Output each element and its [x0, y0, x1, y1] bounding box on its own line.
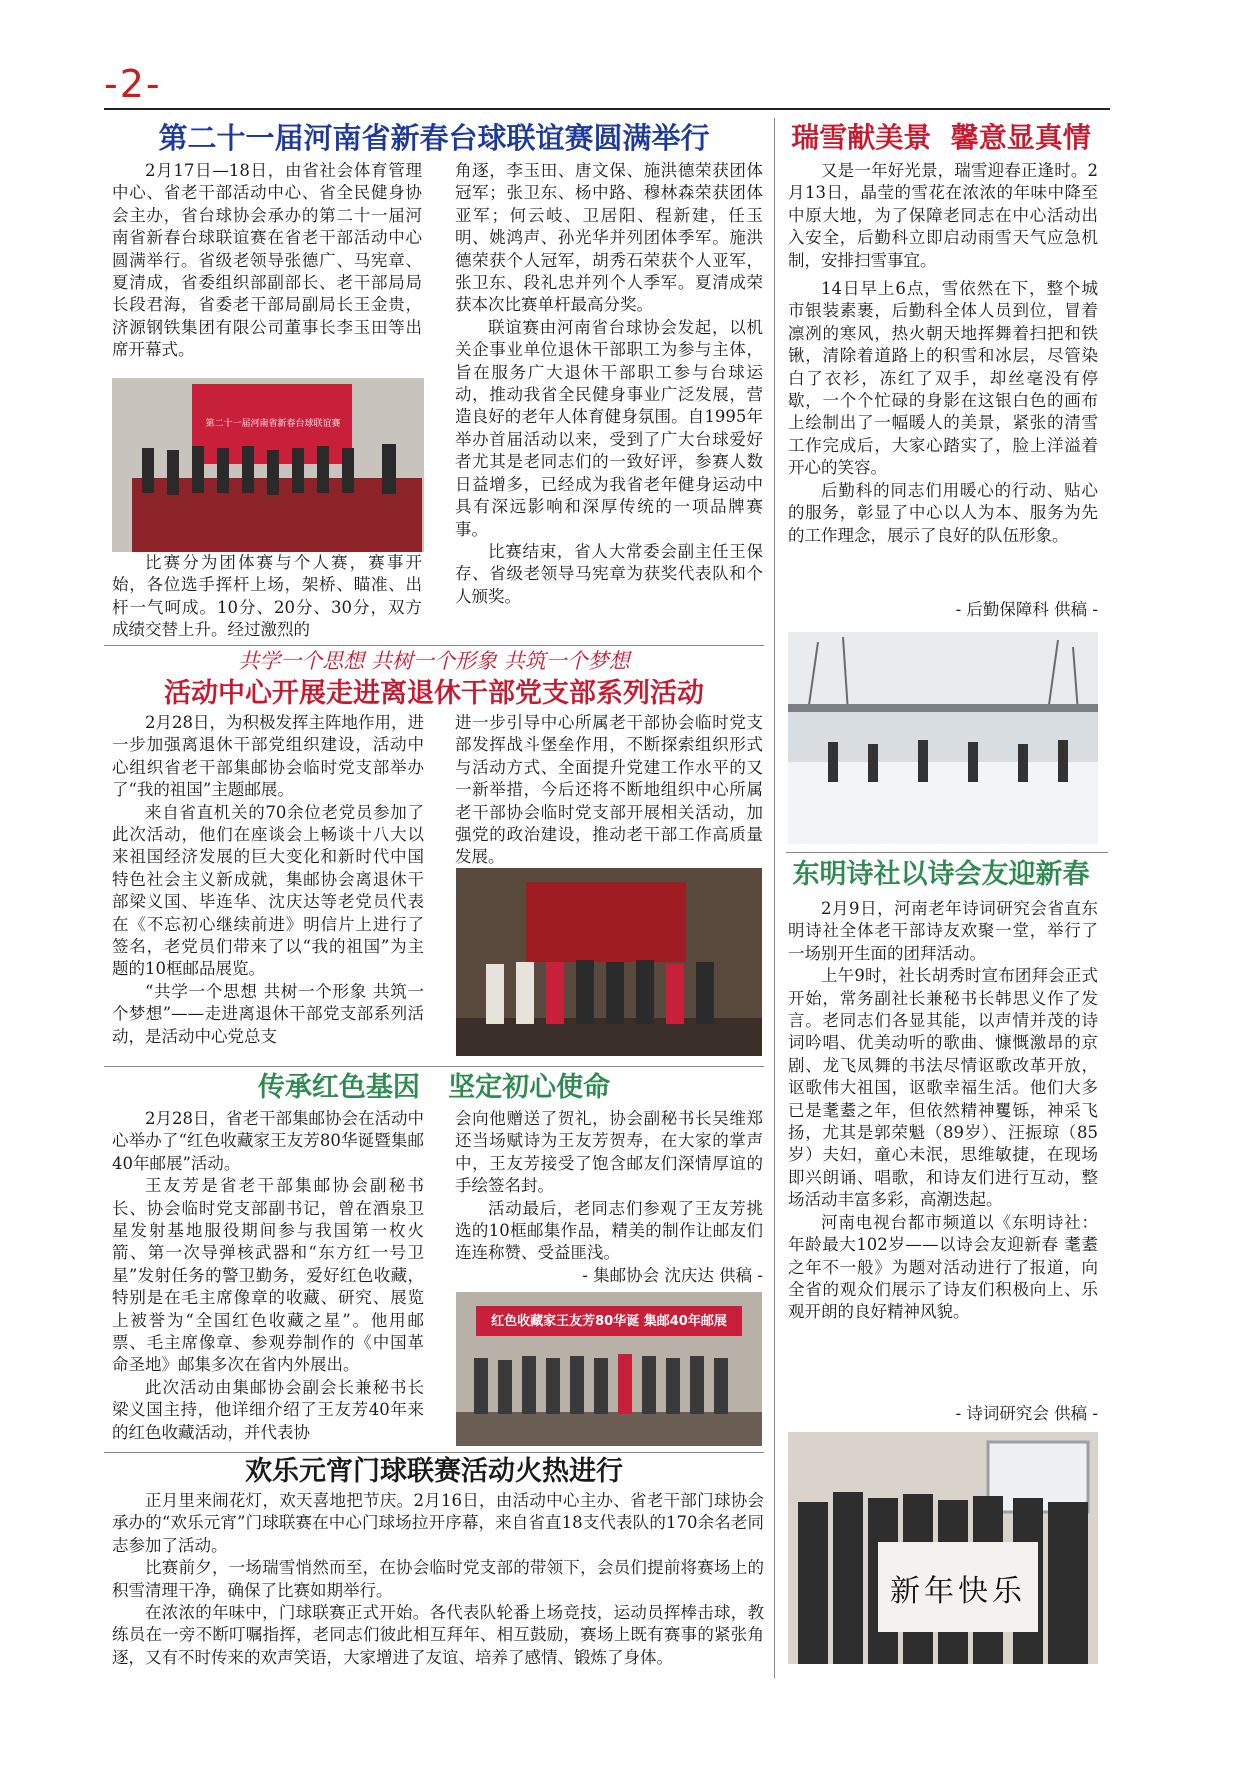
billiards-banner: 第二十一届河南省新春台球联谊赛 [205, 419, 341, 429]
billiards-col1 [112, 160, 422, 362]
divider [786, 852, 1108, 853]
paragraph: 角逐，李玉田、唐文保、施洪德荣获团体冠军；张卫东、杨中路、穆林森荣获团体亚军；何云岐、卫居阳、程新建，任玉明、姚鸿声、孙光华并列团体季军。施洪德荣获个人冠军，胡秀石荣获个人亚军，张卫东、段礼忠并列个人季军。夏清成荣获本次比赛单杆最高分奖。 [455, 161, 763, 315]
paragraph: 会向他赠送了贺礼，协会副秘书长吴维郑还当场赋诗为王友芳贺寿，在大家的掌声中，王友芳接受了饱含邮友们深情厚谊的手绘签名封。 [455, 1109, 763, 1196]
paragraph: 比赛前夕，一场瑞雪悄然而至，在协会临时党支部的带领下，会员们提前将赛场上的积雪清理干净，确保了比赛如期举行。 [112, 1558, 764, 1600]
divider [104, 1452, 764, 1453]
red-title: 传承红色基因 坚定初心使命 [257, 1072, 611, 1103]
billiards-col2 [455, 160, 763, 608]
paragraph: 活动最后，老同志们参观了王友芳挑选的10框邮集作品，精美的制作让邮友们连连称赞、受益匪浅。 [455, 1198, 763, 1263]
gateball-title: 欢乐元宵门球联赛活动火热进行 [245, 1456, 623, 1487]
poetry-body [788, 898, 1098, 1324]
paragraph: 正月里来闹花灯，欢天喜地把节庆。2月16日，由活动中心主办、省老干部门球协会承办的“欢乐元宵”门球联赛在中心门球场拉开序幕，来自省直18支代表队的170余名老同志参加了活动。 [112, 1491, 764, 1555]
paragraph: 王友芳是省老干部集邮协会副秘书长、协会临时党支部副书记，曾在酒泉卫星发射基地服役期间参与我国第一枚火箭、第一次导弹核武器和“东方红一号卫星”发射任务的警卫勤务，爱好红色收藏，特别是在毛主席像章的收藏、研究、展览上被誉为“全国红色收藏之星”。他用邮票、毛主席像章、参观券制作的《中国革命圣地》邮集多次在省内外展出。 [112, 1176, 424, 1375]
red-photo [456, 1292, 762, 1446]
billiards-photo [112, 378, 424, 552]
paragraph: 14日早上6点，雪依然在下，整个城市银装素裹，后勤科全体人员到位，冒着凛冽的寒风，热火朝天地挥舞着扫把和铁锹，清除着道路上的积雪和冰层，尽管染白了衣衫，冻红了双手，却丝毫没有停歇，一个个忙碌的身影在这银白色的画布上绘制出了一幅暖人的美景，紧张的清雪工作完成后，大家心踏实了，脸上洋溢着开心的笑容。 [788, 279, 1098, 478]
paragraph: 此次活动由集邮协会副会长兼秘书长梁义国主持，他详细介绍了王友芳40年来的红色收藏活动，并代表协 [112, 1377, 424, 1442]
paragraph: 比赛分为团体赛与个人赛，赛事开始，各位选手挥杆上场，架桥、瞄准、出杆一气呵成。10分、20分、30分，双方成绩交替上升。经过激烈的 [112, 553, 422, 640]
paragraph: 2月28日，为积极发挥主阵地作用，进一步加强离退休干部党组织建设，活动中心组织省老干部集邮协会临时党支部举办了“我的祖国”主题邮展。 [112, 713, 424, 800]
paragraph: 来自省直机关的70余位老党员参加了此次活动，他们在座谈会上畅谈十八大以来祖国经济发展的巨大变化和新时代中国特色社会主义新成就，集邮协会离退休干部梁义国、毕连华、沈庆达等老党员代表在《不忘初心继续前进》明信片上进行了签名，老党员们带来了以“我的祖国”为主题的10框邮品展览。 [112, 802, 424, 979]
snow-body [788, 160, 1098, 547]
poetry-credit: - 诗词研究会 供稿 - [955, 1404, 1098, 1423]
snow-credit: - 后勤保障科 供稿 - [955, 600, 1098, 619]
party-col2 [455, 712, 763, 869]
snow-photo [788, 632, 1098, 844]
column-divider [774, 118, 775, 1678]
red-banner: 红色收藏家王友芳80华诞 集邮40年邮展 [491, 1314, 727, 1329]
billiards-col1b [112, 552, 422, 642]
divider [104, 645, 764, 646]
snow-title: 瑞雪献美景 馨意显真情 [791, 121, 1091, 154]
party-col1 [112, 712, 424, 1048]
paragraph: 进一步引导中心所属老干部协会临时党支部发挥战斗堡垒作用，不断探索组织形式与活动方式、全面提升党建工作水平的又一新举措，今后还将不断地组织中心所属老干部协会临时党支部开展相关活动，加强党的政治建设，推动老干部工作高质量发展。 [455, 713, 763, 867]
divider [104, 1066, 764, 1067]
paragraph: 2月17日—18日，由省社会体育管理中心、省老干部活动中心、省全民健身协会主办，省台球协会承办的第二十一届河南省新春台球联谊赛在省老干部活动中心圆满举行。省级老领导张德广、马宪章、夏清成，省委组织部副部长、老干部局局长段君海，省委老干部局副局长王金贵，济源钢铁集团有限公司董事长李玉田等出席开幕式。 [112, 161, 422, 360]
paragraph: “共学一个思想 共树一个形象 共筑一个梦想”——走进离退休干部党支部系列活动，是活动中心党总支 [112, 981, 424, 1046]
party-subtitle: 共学一个思想 共树一个形象 共筑一个梦想 [238, 649, 630, 673]
paragraph: 后勤科的同志们用暖心的行动、贴心的服务，彰显了中心以人为本、服务为先的工作理念，展示了良好的队伍形象。 [788, 480, 1098, 545]
paragraph: 在浓浓的年味中，门球联赛正式开始。各代表队轮番上场竞技，运动员挥棒击球，教练员在一旁不断叮嘱指挥，老同志们彼此相互拜年、相互鼓励，赛场上既有赛事的紧张角逐，又有不时传来的欢声笑语，大家增进了友谊、培养了感情、锻炼了身体。 [112, 1603, 764, 1667]
paragraph: 2月9日，河南老年诗词研究会省直东明诗社全体老干部诗友欢聚一堂，举行了一场别开生面的团拜活动。 [788, 899, 1098, 963]
red-col1 [112, 1108, 424, 1444]
poetry-photo [788, 1432, 1098, 1664]
paragraph: 河南电视台都市频道以《东明诗社：年龄最大102岁——以诗会友迎新春 耄耋之年不一般》为题对活动进行了报道，向全省的观众们展示了诗友们积极向上、乐观开朗的良好精神风貌。 [788, 1212, 1098, 1322]
paragraph: 比赛结束，省人大常委会副主任王保存、省级老领导马宪章为获奖代表队和个人颁奖。 [455, 541, 763, 606]
red-credit: - 集邮协会 沈庆达 供稿 - [582, 1266, 763, 1285]
party-title: 活动中心开展走进离退休干部党支部系列活动 [164, 678, 704, 709]
paragraph: 又是一年好光景，瑞雪迎春正逢时。2月13日，晶莹的雪花在浓浓的年味中降至中原大地，为了保障老同志在中心活动出入安全，后勤科立即启动雨雪天气应急机制，安排扫雪事宜。 [788, 161, 1098, 270]
poetry-title: 东明诗社以诗会友迎新春 [792, 859, 1090, 890]
calligraphy: 新年快乐 [890, 1574, 1026, 1609]
top-rule [104, 108, 1110, 110]
paragraph: 联谊赛由河南省台球协会发起，以机关企事业单位退休干部职工为参与主体，旨在服务广大退休干部职工参与台球运动，推动我省全民健身事业广泛发展，营造良好的老年人体育健身氛围。自1995年举办首届活动以来，受到了广大台球爱好者尤其是老同志们的一致好评，参赛人数日益增多，已经成为我省老年健身运动中具有深远影响和深厚传统的一项品牌赛事。 [455, 317, 763, 539]
page-number: -2- [104, 62, 162, 106]
party-photo [456, 868, 762, 1056]
paragraph: 上午9时，社长胡秀时宣布团拜会正式开始，常务副社长兼秘书长韩思义作了发言。老同志们各显其能，以声情并茂的诗词吟唱、优美动听的歌曲、慷慨激昂的京剧、龙飞凤舞的书法尽情讴歌改革开放，讴歌伟大祖国，讴歌幸福生活。他们大多已是耄耋之年，但依然精神矍铄，神采飞扬，尤其是郭荣魁（89岁）、汪振琼（85岁）夫妇，童心未泯，思维敏捷，在现场即兴朗诵、唱歌，和诗友们进行互动，整场活动丰富多彩，高潮迭起。 [788, 966, 1098, 1210]
billiards-title: 第二十一届河南省新春台球联谊赛圆满举行 [158, 121, 710, 155]
paragraph: 2月28日，省老干部集邮协会在活动中心举办了“红色收藏家王友芳80华诞暨集邮40年邮展”活动。 [112, 1109, 424, 1173]
gateball-body [112, 1490, 764, 1669]
red-col2 [455, 1108, 763, 1265]
